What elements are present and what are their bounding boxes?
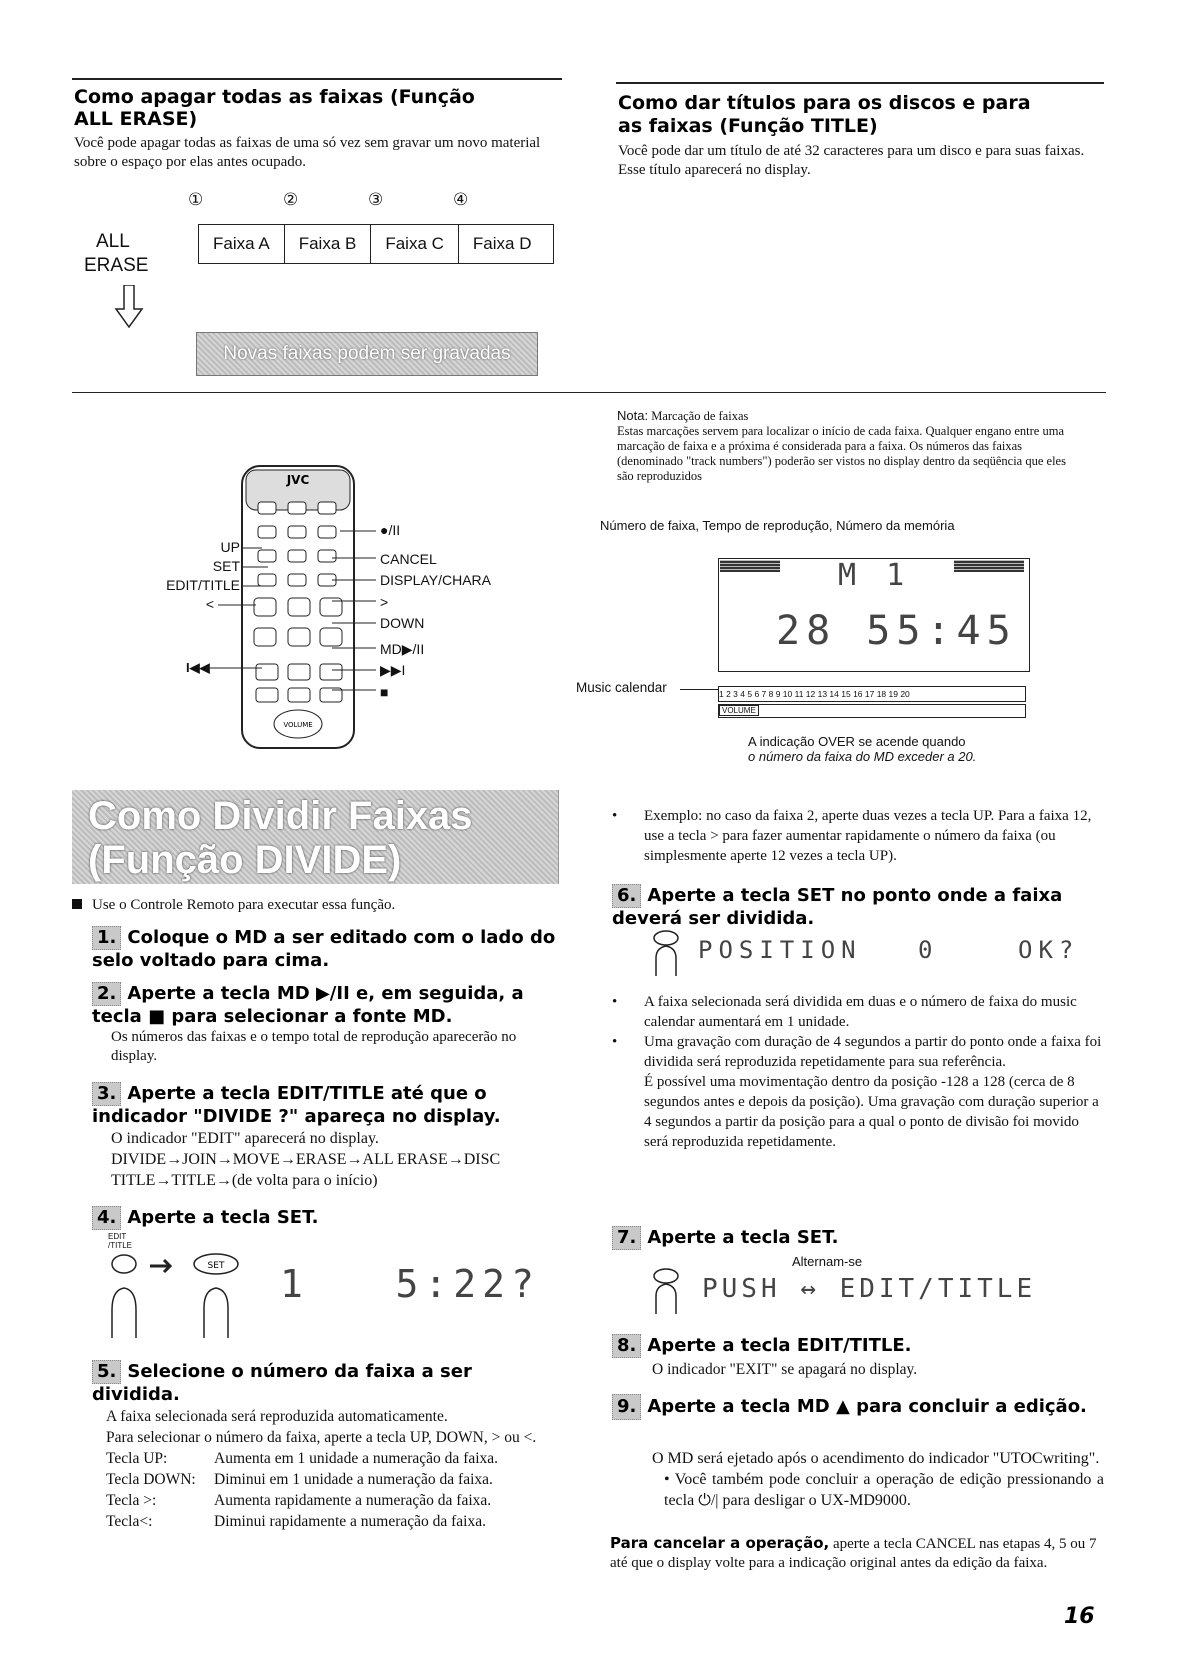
divide-intro: Use o Controle Remoto para executar essa função.	[72, 896, 562, 915]
remote-label-prev: I◀◀	[186, 660, 210, 675]
key-row: Tecla >: Aumenta rapidamente a numeração da faixa.	[106, 1492, 492, 1509]
remote-labels-left	[150, 538, 240, 614]
example-bullet: • Exemplo: no caso da faixa 2, aperte duas vezes a tecla UP. Para a faixa 12, use a tecla > para fazer aumentar rapidamente o número da faixa (ou simplesmente aperte 12 vezes a tecla UP).	[612, 808, 1092, 864]
track-cell: Faixa D	[458, 225, 553, 264]
nota-block	[617, 408, 1067, 484]
step-4: 4. Aperte a tecla SET.	[92, 1206, 562, 1230]
remote-control-illustration	[232, 462, 364, 752]
step-2-body: Os números das faixas e o tempo total de reprodução aparecerão no display.	[111, 1029, 517, 1064]
title-func-body: Você pode dar um título de até 32 caracteres para um disco e para suas faixas. Esse título aparecerá no display.	[618, 143, 1085, 178]
remote-label-up: UP	[220, 539, 240, 555]
step-1: 1. Coloque o MD a ser editado com o lado do selo voltado para cima.	[92, 927, 556, 971]
md-display-figure	[718, 558, 1034, 732]
remote-label-set: SET	[212, 558, 240, 574]
page-number: 16	[1064, 1604, 1095, 1629]
all-erase-markers	[188, 190, 488, 210]
remote-label-cancel: CANCEL	[380, 550, 437, 567]
all-erase-label: ALL ERASE	[84, 231, 149, 276]
arrow-down-icon	[114, 285, 144, 329]
step-3-body: O indicador "EDIT" aparecerá no display. DIVIDE→JOIN→MOVE→ERASE→ALL ERASE→DISC TITLE→TITLE→(de volta para o início)	[111, 1130, 501, 1189]
step-8: 8. Aperte a tecla EDIT/TITLE.	[612, 1334, 1108, 1358]
remote-volume-label: VOLUME	[283, 721, 313, 729]
marker-2: ②	[283, 190, 299, 209]
marker-4: ④	[453, 190, 469, 209]
track-cell: Faixa B	[284, 225, 371, 264]
all-erase-title: Como apagar todas as faixas (Função ALL ERASE)	[74, 86, 475, 130]
press-set-icon	[650, 930, 690, 976]
edit-title-key-label: EDIT /TITLE	[108, 1232, 133, 1250]
step-8-body: O indicador "EXIT" se apagará no display.	[652, 1361, 918, 1378]
marker-3: ③	[368, 190, 384, 209]
step-2: 2. Aperte a tecla MD ▶/II e, em seguida, a tecla ■ para selecionar a fonte MD.	[92, 983, 524, 1027]
press-set-icon	[650, 1268, 690, 1314]
press-key-icon	[104, 1250, 264, 1340]
step-7-display: PUSH ↔ EDIT/TITLE	[702, 1274, 1037, 1304]
track-cell: Faixa A	[199, 225, 285, 264]
nota-label: Nota:	[617, 408, 649, 423]
key-row: Tecla DOWN: Diminui em 1 unidade a numeração da faixa.	[106, 1471, 493, 1488]
volume-bar: VOLUME	[718, 704, 1026, 718]
tracks-table	[198, 224, 554, 264]
remote-label-rec-pause: ●/II	[380, 522, 401, 538]
nota-heading: Marcação de faixas	[651, 409, 749, 423]
step-4-display: 1 5:22?	[280, 1262, 540, 1306]
step-9: 9. Aperte a tecla MD ▲ para concluir a edição.	[612, 1394, 1108, 1420]
step-3: 3. Aperte a tecla EDIT/TITLE até que o indicador "DIVIDE ?" apareça no display.	[92, 1083, 501, 1127]
step-6: 6. Aperte a tecla SET no ponto onde a faixa deverá ser dividida.	[612, 885, 1063, 929]
title-func-title: Como dar títulos para os discos e para as faixas (Função TITLE)	[618, 92, 1031, 137]
remote-labels-right	[380, 520, 491, 703]
display-main-text: 28 55:45	[776, 608, 1017, 654]
step-9-body: O MD será ejetado após o acendimento do indicador "UTOCwriting". • Você também pode concluir a operação de edição pressionando a tecla ⏻/| para desligar o UX-MD9000.	[652, 1450, 1104, 1509]
display-top-text: M 1	[838, 558, 911, 593]
remote-label-right: >	[380, 593, 389, 610]
remote-label-left: <	[205, 596, 214, 612]
step-7-alternate: Alternam-se	[792, 1254, 863, 1269]
step-6-bullets: • A faixa selecionada será dividida em duas e o número de faixa do music calendar aumentará em 1 unidade. • Uma gravação com duração de 4 segundos a partir do ponto onde a faixa foi dividida será reproduzida repetidamente para sua referência. É possível uma movimentação dentro da posição -128 a 128 (cerca de 8 segundos antes e depois da posição). Uma gravação com duração superior a 4 segundos a partir da posição para a qual o ponto de divisão foi movido será reproduzida repetidamente.	[612, 994, 1102, 1150]
step-6-display: POSITION 0 OK?	[698, 936, 1080, 964]
divide-banner: Como Dividir Faixas (Função DIVIDE)	[72, 790, 559, 884]
step-7: 7. Aperte a tecla SET.	[612, 1226, 1108, 1250]
remote-label-stop: ■	[380, 683, 389, 700]
remote-label-down: DOWN	[380, 615, 425, 631]
music-calendar-label: Music calendar	[576, 680, 667, 695]
display-caption: Número de faixa, Tempo de reprodução, Número da memória	[600, 518, 955, 533]
remote-label-md-play: MD▶/II	[380, 640, 425, 657]
marker-1: ①	[188, 190, 204, 209]
music-calendar-bar: 1 2 3 4 5 6 7 8 9 10 11 12 13 14 15 16 17 18 19 20	[718, 686, 1026, 702]
remote-brand: JVC	[286, 473, 310, 487]
new-tracks-banner: Novas faixas podem ser gravadas	[196, 332, 538, 376]
remote-label-next: ▶▶I	[380, 662, 406, 678]
nota-body: Estas marcações servem para localizar o início de cada faixa. Qualquer engano entre uma marcação de faixa e a próxima é considerada para a faixa. Os números das faixas (denominado "track numbers") poderão ser vistos no display dentro da seqüência que eles são reproduzidos	[617, 424, 1066, 483]
step-5-body: A faixa selecionada será reproduzida automaticamente. Para selecionar o número da faixa, aperte a tecla UP, DOWN, > ou <. Tecla UP: Aumenta em 1 unidade a numeração da faixa. Tecla DOWN: Diminui em 1 unidade a numeração da faixa. Tecla >: Aumenta rapidamente a numeração da faixa. Tecla<: Diminui rapidamente a numeração da faixa.	[106, 1406, 566, 1532]
cancel-note: Para cancelar a operação, aperte a tecla CANCEL nas etapas 4, 5 ou 7 até que o display volte para a indicação original antes da edição da faixa.	[610, 1534, 1097, 1571]
all-erase-body: Você pode apagar todas as faixas de uma só vez sem gravar um novo material sobre o espaço por elas antes ocupado.	[74, 135, 541, 170]
remote-label-edit-title: EDIT/TITLE	[166, 577, 240, 593]
track-cell: Faixa C	[371, 225, 459, 264]
key-row: Tecla<: Diminui rapidamente a numeração da faixa.	[106, 1513, 486, 1530]
set-key-label: SET	[207, 1261, 225, 1271]
display-note: A indicação OVER se acende quando o número da faixa do MD exceder a 20.	[748, 734, 977, 764]
remote-label-display-chara: DISPLAY/CHARA	[380, 572, 491, 588]
step-5: 5. Selecione o número da faixa a ser dividida.	[92, 1361, 472, 1405]
key-row: Tecla UP: Aumenta em 1 unidade a numeração da faixa.	[106, 1450, 499, 1467]
